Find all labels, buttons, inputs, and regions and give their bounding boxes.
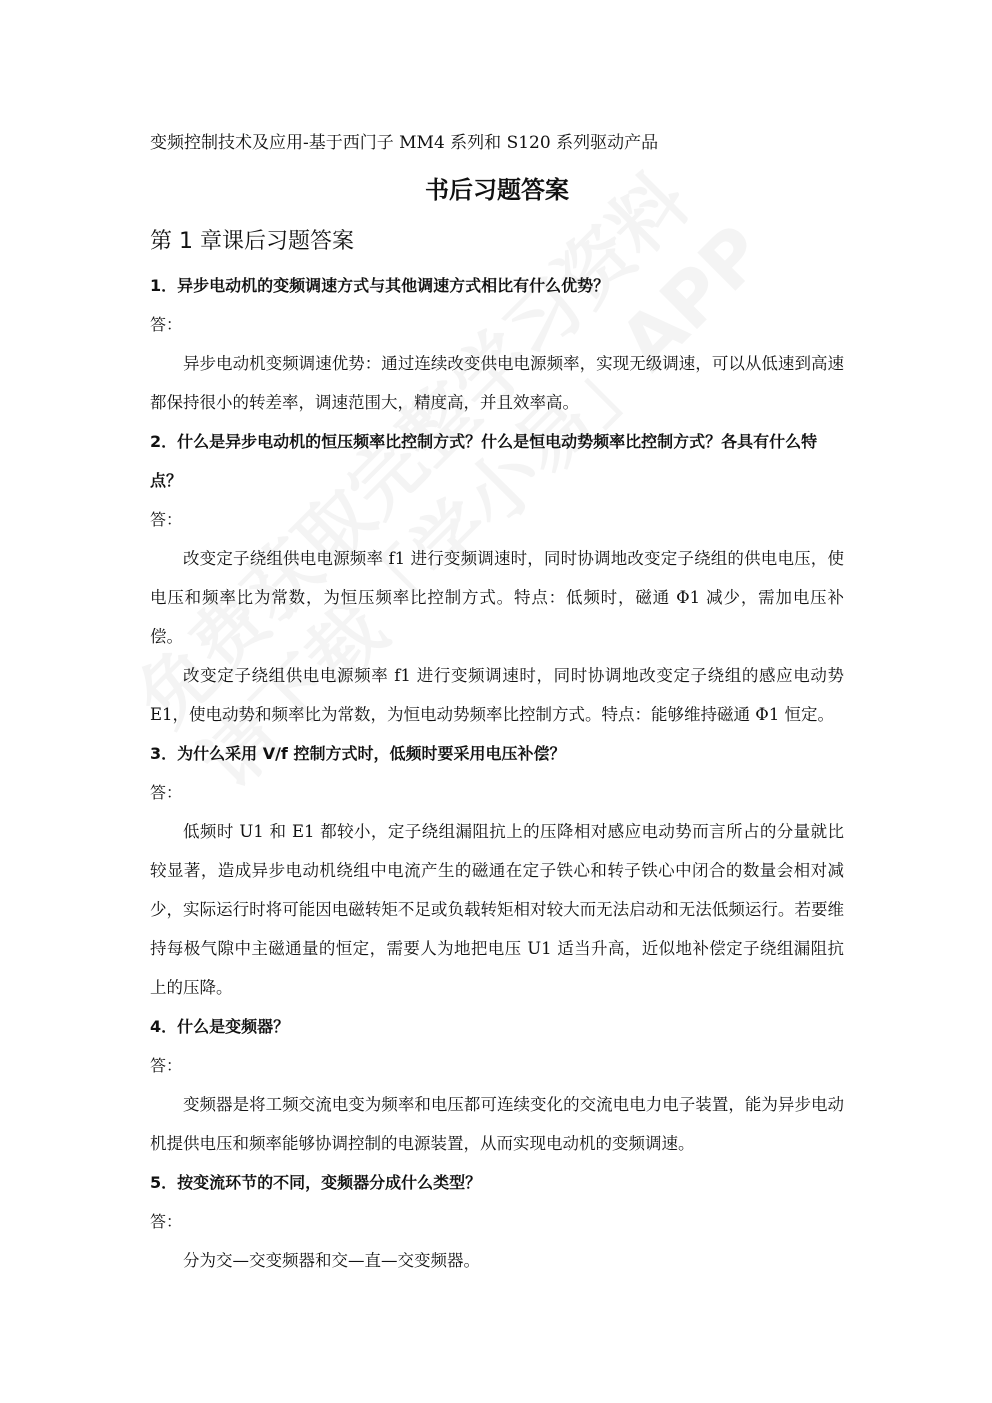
question: 1．异步电动机的变频调速方式与其他调速方式相比有什么优势？: [150, 276, 610, 295]
answer-label: 答：: [150, 1056, 183, 1075]
question: 5．按变流环节的不同，变频器分成什么类型？: [150, 1173, 482, 1192]
answer-label: 答：: [150, 315, 183, 334]
question: 2．什么是异步电动机的恒压频率比控制方式？什么是恒电动势频率比控制方式？各具有什么特点？: [150, 432, 818, 490]
qa-content: [150, 266, 844, 1280]
answer-paragraph: 低频时 U1 和 E1 都较小，定子绕组漏阻抗上的压降相对感应电动势而言所占的分量就比较显著，造成异步电动机绕组中电流产生的磁通在定子铁心和转子铁心中闭合的数量会相对减少，实际运行时将可能因电磁转矩不足或负载转矩相对较大而无法启动和无法低频运行。若要维持每极气隙中主磁通量的恒定，需要人为地把电压 U1 适当升高，近似地补偿定子绕组漏阻抗上的压降。: [150, 822, 844, 997]
answer-paragraph: 异步电动机变频调速优势：通过连续改变供电电源频率，实现无级调速，可以从低速到高速都保持很小的转差率，调速范围大，精度高，并且效率高。: [150, 354, 844, 412]
answer-paragraph: 改变定子绕组供电电源频率 f1 进行变频调速时，同时协调地改变定子绕组的感应电动势 E1，使电动势和频率比为常数，为恒电动势频率比控制方式。特点：能够维持磁通 Φ1 恒定。: [150, 666, 844, 724]
answer-paragraph: 改变定子绕组供电电源频率 f1 进行变频调速时，同时协调地改变定子绕组的供电电压，使电压和频率比为常数，为恒压频率比控制方式。特点：低频时，磁通 Φ1 减少，需加电压补偿。: [150, 549, 844, 646]
answer-label: 答：: [150, 783, 183, 802]
question: 4．什么是变频器？: [150, 1017, 290, 1036]
chapter-heading: 第 1 章课后习题答案: [150, 229, 354, 254]
book-subtitle: 变频控制技术及应用-基于西门子 MM4 系列和 S120 系列驱动产品: [150, 133, 659, 153]
answer-label: 答：: [150, 1212, 183, 1231]
answer-paragraph: 变频器是将工频交流电变为频率和电压都可连续变化的交流电电力电子装置，能为异步电动机提供电压和频率能够协调控制的电源装置，从而实现电动机的变频调速。: [150, 1095, 844, 1153]
answer-label: 答：: [150, 510, 183, 529]
answer-paragraph: 分为交—交变频器和交—直—交变频器。: [183, 1251, 480, 1270]
page-title: 书后习题答案: [425, 176, 569, 204]
question: 3．为什么采用 V/f 控制方式时，低频时要采用电压补偿？: [150, 744, 566, 763]
